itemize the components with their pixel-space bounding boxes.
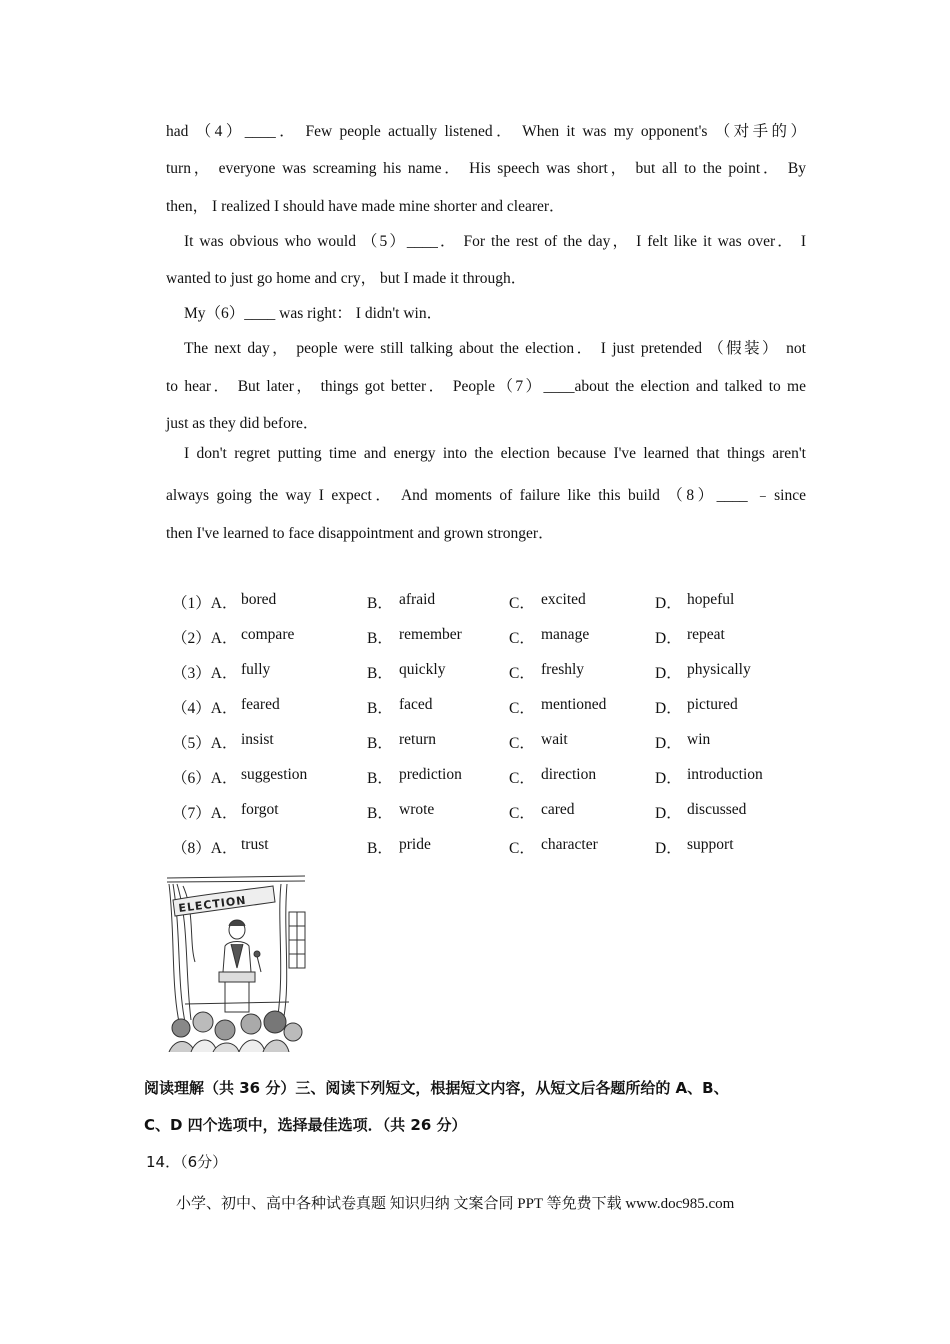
option-d-label: D．: [655, 770, 682, 787]
passage-line: I don't regret putting time and energy into the election because I've learned that things aren't: [184, 445, 806, 462]
option-d-label: D．: [655, 735, 682, 752]
option-d[interactable]: physically: [687, 661, 751, 678]
option-a[interactable]: suggestion: [241, 766, 308, 783]
passage-line: It was obvious who would （5）____． For the rest of the day， I felt like it was over． I: [184, 233, 806, 250]
option-row: [172, 766, 792, 788]
option-c[interactable]: mentioned: [541, 696, 607, 713]
question-number: （2）A．: [172, 630, 238, 647]
passage-line: just as they did before．: [166, 415, 319, 432]
passage-line: wanted to just go home and cry， but I made it through．: [166, 270, 527, 287]
option-b[interactable]: return: [399, 731, 437, 748]
option-b[interactable]: faced: [399, 696, 433, 713]
option-c-label: C．: [509, 735, 535, 752]
option-d[interactable]: win: [687, 731, 711, 748]
option-b-label: B．: [367, 770, 393, 787]
option-b-label: B．: [367, 735, 393, 752]
option-d[interactable]: discussed: [687, 801, 747, 818]
option-b[interactable]: quickly: [399, 661, 446, 678]
option-c-label: C．: [509, 770, 535, 787]
option-c-label: C．: [509, 595, 535, 612]
passage-line: to hear． But later， things got better． People（7）____about the election and talked to me: [166, 378, 806, 395]
option-d-label: D．: [655, 595, 682, 612]
option-d[interactable]: pictured: [687, 696, 738, 713]
option-c[interactable]: cared: [541, 801, 575, 818]
passage-line: The next day， people were still talking about the election． I just pretended （假装） not: [184, 340, 806, 357]
option-b-label: B．: [367, 665, 393, 682]
question-number: （4）A．: [172, 700, 238, 717]
option-c[interactable]: manage: [541, 626, 590, 643]
election-illustration: [165, 872, 309, 1052]
option-row: [172, 626, 792, 648]
banner-text: ELECTION: [177, 893, 248, 915]
option-row: [172, 836, 792, 858]
option-d-label: D．: [655, 840, 682, 857]
option-c[interactable]: direction: [541, 766, 597, 783]
option-a[interactable]: feared: [241, 696, 280, 713]
option-c[interactable]: freshly: [541, 661, 585, 678]
option-row: [172, 661, 792, 683]
option-c[interactable]: excited: [541, 591, 586, 608]
option-row: [172, 801, 792, 823]
passage-line: then， I realized I should have made mine shorter and clearer．: [166, 198, 565, 215]
question-number: （1）A．: [172, 595, 238, 612]
option-d[interactable]: support: [687, 836, 734, 853]
question-number: （7）A．: [172, 805, 238, 822]
option-d-label: D．: [655, 805, 682, 822]
option-a[interactable]: forgot: [241, 801, 279, 818]
question-label: 14．（6分）: [146, 1153, 228, 1171]
option-c[interactable]: character: [541, 836, 598, 853]
question-number: （8）A．: [172, 840, 238, 857]
option-b[interactable]: pride: [399, 836, 431, 853]
option-c[interactable]: wait: [541, 731, 568, 748]
option-b-label: B．: [367, 595, 393, 612]
option-a[interactable]: bored: [241, 591, 277, 608]
option-d-label: D．: [655, 700, 682, 717]
option-b-label: B．: [367, 630, 393, 647]
option-a[interactable]: insist: [241, 731, 274, 748]
passage-line: always going the way I expect． And moments of failure like this build （8）____ ﹣since: [166, 487, 806, 504]
footer-note[interactable]: 小学、初中、高中各种试卷真题 知识归纳 文案合同 PPT 等免费下载 www.doc985.com: [176, 1196, 735, 1212]
option-c-label: C．: [509, 840, 535, 857]
option-a[interactable]: trust: [241, 836, 269, 853]
option-b-label: B．: [367, 700, 393, 717]
option-b[interactable]: afraid: [399, 591, 436, 608]
passage-line: My（6）____ was right： I didn't win．: [184, 305, 443, 322]
option-c-label: C．: [509, 700, 535, 717]
option-b[interactable]: wrote: [399, 801, 435, 818]
passage-line: turn， everyone was screaming his name． His speech was short， but all to the point． By: [166, 160, 806, 177]
option-b[interactable]: remember: [399, 626, 462, 643]
question-number: （3）A．: [172, 665, 238, 682]
passage-line: then I've learned to face disappointment and grown stronger．: [166, 525, 554, 542]
option-c-label: C．: [509, 665, 535, 682]
passage-line: had （4）____． Few people actually listened． When it was my opponent's （对手的）: [166, 123, 806, 140]
section-heading: 阅读理解（共 36 分）三、阅读下列短文，根据短文内容，从短文后各题所给的 A、B、: [144, 1079, 729, 1097]
question-number: （6）A．: [172, 770, 238, 787]
option-d[interactable]: introduction: [687, 766, 763, 783]
option-row: [172, 696, 792, 718]
option-b-label: B．: [367, 805, 393, 822]
option-d[interactable]: repeat: [687, 626, 725, 643]
option-d-label: D．: [655, 665, 682, 682]
option-b-label: B．: [367, 840, 393, 857]
option-a[interactable]: compare: [241, 626, 295, 643]
option-c-label: C．: [509, 630, 535, 647]
option-row: [172, 591, 792, 613]
option-row: [172, 731, 792, 753]
option-c-label: C．: [509, 805, 535, 822]
option-b[interactable]: prediction: [399, 766, 462, 783]
option-d[interactable]: hopeful: [687, 591, 735, 608]
question-number: （5）A．: [172, 735, 238, 752]
option-a[interactable]: fully: [241, 661, 271, 678]
option-d-label: D．: [655, 630, 682, 647]
election-illustration-drawing: [165, 872, 309, 1052]
section-heading: C、D 四个选项中，选择最佳选项．（共 26 分）: [144, 1116, 467, 1134]
